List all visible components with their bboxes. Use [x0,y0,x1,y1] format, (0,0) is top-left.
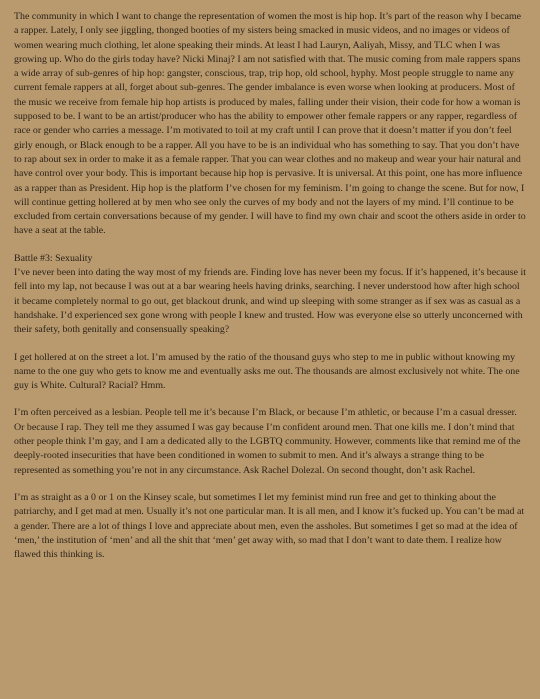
paragraph-dating: I’ve never been into dating the way most of my friends are. Finding love has never been my focus. If it’s happened, it’s because it fell into my lap, not because I was out at a bar wearing heels having drinks, searching. I never understood how after high school it became completely normal to go out, get blackout drunk, and wind up sleeping with some stranger as if sex was as casual as a handshake. I’d experienced sex gone wrong with people I knew and trusted. How was everyone else so utterly unconcerned with their safety, both genitally and consensually speaking? [14,267,526,336]
paragraph-street: I get hollered at on the street a lot. I’m amused by the ratio of the thousand guys who step to me in public without knowing my name to the one guy who gets to know me and eventually asks me out. The thousands are almost exclusively not white. The one guy is White. Cultural? Racial? Hmm. [14,351,520,392]
paragraph-kinsey: I’m as straight as a 0 or 1 on the Kinsey scale, but sometimes I let my feminist mind run free and get to thinking about the patriarchy, and I get mad at men. Usually it’s not one particular man. It is all men, and I know it’s fucked up. You can’t be mad at a gender. There are a lot of things I love and appreciate about men, even the assholes. But sometimes I get so mad at the idea of ‘men,’ the institution of ‘men’ and all the shit that ‘men’ get away with, so mad that I don’t want to date them. I realize how flawed this thinking is. [14,491,525,561]
paragraph-hip-hop: The community in which I want to change the representation of women the most is hip hop. It’s part of the reason why I became a rapper. Lately, I only see jiggling, thonged booties of my sisters being smacked in music videos, and no images or videos of women wearing much clothing, let alone speaking their minds. At least I had Lauryn, Aaliyah, Missy, and TLC when I was growing up. Who do the girls today have? Nicki Minaj? I am not satisfied with that. The music coming from male rappers spans a wide array of sub-genres of hip hop: gangster, conscious, trap, trip hop, old school, hyphy. Most people struggle to name any current female rappers at all, forget about sub-genres. The gender imbalance is even worse when looking at producers. Most of the music we receive from female hip hop artists is produced by males, falling under their vision, their code for how a woman is supposed to be. I want to be an artist/producer who has the ability to empower other female rappers or any rapper, regardless of race or gender who carries a message. I’m motivated to toil at my craft until I can prove that it doesn’t matter if you don’t feel girly enough, or Black enough to be a rapper. All you have to be is an individual who has something to say. That you don’t have to rap about sex in order to make it as a female rapper. That you can wear clothes and no makeup and wear your hair natural and have control over your body. This is important because hip hop is pervasive. It is universal. At this point, one has more influence as a rapper than as President. Hip hop is the platform I’ve chosen for my feminism. I’m going to change the scene. But for now, I will continue getting hollered at by men who see only the curves of my body and not the layers of my mind. I’ll continue to be excluded from certain conversations because of my gender. I will have to find my own chair and scoot the others aside in order to have a seat at the table. [14,11,526,237]
section-heading-sexuality: Battle #3: Sexuality [14,252,93,264]
paragraph-lesbian: I’m often perceived as a lesbian. People tell me it’s because I’m Black, or because I’m athletic, or because I’m a casual dresser. Or because I rap. They tell me they assumed I was gay because I’m confident around men. That one kills me. I don’t mind that other people think I’m gay, and I am a dedicated ally to the LGBTQ community. However, comments like that remind me of the deeply-rooted insecurities that have been conditioned in women to submit to men. And it’s always a strange thing to be represented as something you’re not in any circumstance. Ask Rachel Dolezal. On second thought, don’t ask Rachel. [14,407,521,476]
